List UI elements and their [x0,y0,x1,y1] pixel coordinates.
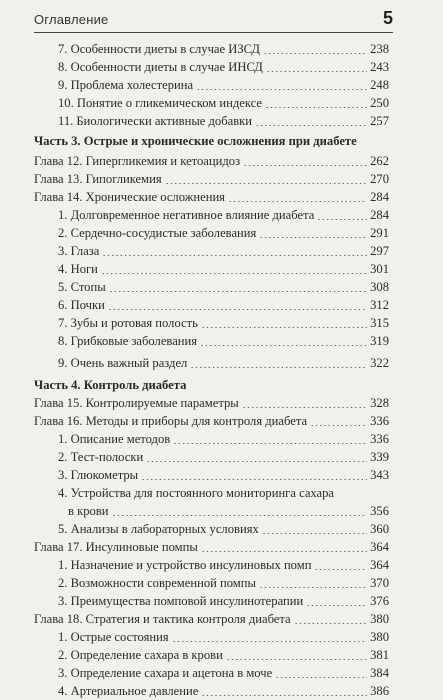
toc-section-entry [34,260,389,278]
toc-entry-title: Глава 13. Гипогликемия [34,172,162,186]
toc-chapter-entry [34,170,389,188]
toc-section-entry [34,430,389,448]
toc-section-entry [34,556,389,574]
toc-page-number: 238 [370,42,389,56]
toc-entry-title: 2. Возможности современной помпы [58,576,256,590]
toc-section-entry [34,242,389,260]
dot-leader [141,479,367,480]
dot-leader [190,367,367,368]
toc-section-entry [34,354,389,372]
dot-leader [173,443,367,444]
header-page-number: 5 [382,8,393,28]
dot-leader [146,461,367,462]
toc-page-number: 270 [370,172,389,186]
dot-leader [266,71,367,72]
toc-section-entry [34,628,389,646]
toc-page-number: 262 [370,154,389,168]
toc-part-heading [34,132,389,150]
toc-page-number: 386 [370,684,389,698]
dot-leader [259,587,367,588]
toc-chapter-entry [34,152,389,170]
toc-entry-title: Глава 12. Гипергликемия и кетоацидоз [34,154,241,168]
toc-entry-title: 10. Понятие о гликемическом индексе [58,96,262,110]
toc-section-entry [34,448,389,466]
toc-section-entry [34,592,389,610]
toc-entry-title: Часть 4. Контроль диабета [34,378,187,392]
dot-leader [314,569,367,570]
toc-entry-title: 7. Особенности диеты в случае ИЗСД [58,42,261,56]
toc-page-number: 284 [370,208,389,222]
toc-section-entry [34,206,389,224]
toc-page-number: 364 [370,558,389,572]
toc-entry-title: 1. Назначение и устройство инсулиновых помп [58,558,312,572]
toc-page-number: 319 [370,334,389,348]
dot-leader [263,53,367,54]
toc-page-number: 336 [370,432,389,446]
dot-leader [306,605,367,606]
toc-section-entry [34,502,389,520]
toc-entry-title: в крови [68,504,109,518]
toc-page-number: 312 [370,298,389,312]
toc-entry-title: 8. Особенности диеты в случае ИНСД [58,60,263,74]
toc-page-number: 284 [370,190,389,204]
toc-entry-title: 4. Устройства для постоянного мониторинга сахара [58,486,335,500]
toc-section-entry [34,574,389,592]
toc-page-number: 250 [370,96,389,110]
toc-entry-title: 7. Зубы и ротовая полость [58,316,198,330]
toc-section-entry [34,520,389,538]
toc-entry-title: 8. Грибковые заболевания [58,334,198,348]
dot-leader [255,125,367,126]
toc-section-entry [34,40,389,58]
dot-leader [226,659,367,660]
toc-entry-title: 3. Глаза [58,244,100,258]
toc-entry-title: Глава 18. Стратегия и тактика контроля диабета [34,612,291,626]
toc-section-entry [34,484,389,502]
toc-page-number: 343 [370,468,389,482]
toc-part-heading [34,376,389,394]
toc-chapter-entry [34,538,389,556]
toc-page-number: 360 [370,522,389,536]
toc-entry-title: Часть 3. Острые и хронические осложнения при диабете [34,134,357,148]
toc-entry-title: 2. Определение сахара в крови [58,648,223,662]
toc-entry-title: Глава 14. Хронические осложнения [34,190,225,204]
dot-leader [200,345,367,346]
toc-entry-title: 1. Описание методов [58,432,171,446]
toc-section-entry [34,112,389,130]
dot-leader [201,695,367,696]
toc-page-number: 301 [370,262,389,276]
toc-page-number: 315 [370,316,389,330]
dot-leader [294,623,367,624]
dot-leader [265,107,367,108]
dot-leader [165,183,367,184]
toc-section-entry [34,76,389,94]
toc-entry-title: 3. Преимущества помповой инсулинотерапии [58,594,304,608]
toc-page-number: 328 [370,396,389,410]
toc-page-number: 257 [370,114,389,128]
toc-entry-title: 6. Почки [58,298,105,312]
header-title: Оглавление [34,12,109,27]
running-header [34,8,393,33]
toc-page-number: 322 [370,356,389,370]
dot-leader [242,407,367,408]
toc-entry-title: 4. Ноги [58,262,98,276]
toc-entry-title: 3. Определение сахара и ацетона в моче [58,666,273,680]
dot-leader [101,273,367,274]
dot-leader [228,201,367,202]
toc-entry-title: 1. Долговременное негативное влияние диабета [58,208,315,222]
toc-page-number: 376 [370,594,389,608]
toc-entry-title: Глава 16. Методы и приборы для контроля диабета [34,414,308,428]
toc-section-entry [34,664,389,682]
toc-page-number: 248 [370,78,389,92]
toc-entry-title: Глава 17. Инсулиновые помпы [34,540,198,554]
toc-entry-title: 5. Анализы в лабораторных условиях [58,522,259,536]
toc-page-number: 297 [370,244,389,258]
toc-section-entry [34,682,389,700]
toc-section-entry [34,332,389,350]
toc-entry-title: 1. Острые состояния [58,630,169,644]
dot-leader [310,425,367,426]
toc-entry-title: 2. Тест-полоски [58,450,144,464]
toc-section-entry [34,278,389,296]
toc-page-number: 370 [370,576,389,590]
toc-page-number: 243 [370,60,389,74]
toc-chapter-entry [34,412,389,430]
toc-section-entry [34,296,389,314]
toc-page-number: 308 [370,280,389,294]
dot-leader [112,515,367,516]
dot-leader [196,89,367,90]
dot-leader [259,237,367,238]
toc-entry-title: Глава 15. Контролируемые параметры [34,396,239,410]
toc-section-entry [34,94,389,112]
toc-section-entry [34,646,389,664]
toc-page-number: 364 [370,540,389,554]
toc-section-entry [34,466,389,484]
toc-page-number: 339 [370,450,389,464]
toc-page-number: 380 [370,612,389,626]
toc-entry-title: 9. Проблема холестерина [58,78,194,92]
toc-entry-title: 2. Сердечно-сосудистые заболевания [58,226,257,240]
toc-chapter-entry [34,610,389,628]
toc-page-number: 380 [370,630,389,644]
dot-leader [317,219,367,220]
toc-entry-title: 5. Стопы [58,280,106,294]
toc-page-number: 384 [370,666,389,680]
dot-leader [275,677,367,678]
dot-leader [172,641,367,642]
dot-leader [102,255,367,256]
toc-entry-title: 4. Артериальное давление [58,684,199,698]
dot-leader [201,551,367,552]
toc-page-number: 356 [370,504,389,518]
toc-chapter-entry [34,188,389,206]
dot-leader [262,533,367,534]
toc-entry-title: 9. Очень важный раздел [58,356,188,370]
toc-section-entry [34,224,389,242]
toc-entry-title: 11. Биологически активные добавки [58,114,253,128]
toc-entry-title: 3. Глюкометры [58,468,139,482]
toc-section-entry [34,58,389,76]
dot-leader [109,291,367,292]
toc-page-number: 336 [370,414,389,428]
toc-page-number: 291 [370,226,389,240]
dot-leader [201,327,367,328]
toc-page-number: 381 [370,648,389,662]
toc-chapter-entry [34,394,389,412]
dot-leader [108,309,367,310]
dot-leader [243,165,367,166]
toc-section-entry [34,314,389,332]
